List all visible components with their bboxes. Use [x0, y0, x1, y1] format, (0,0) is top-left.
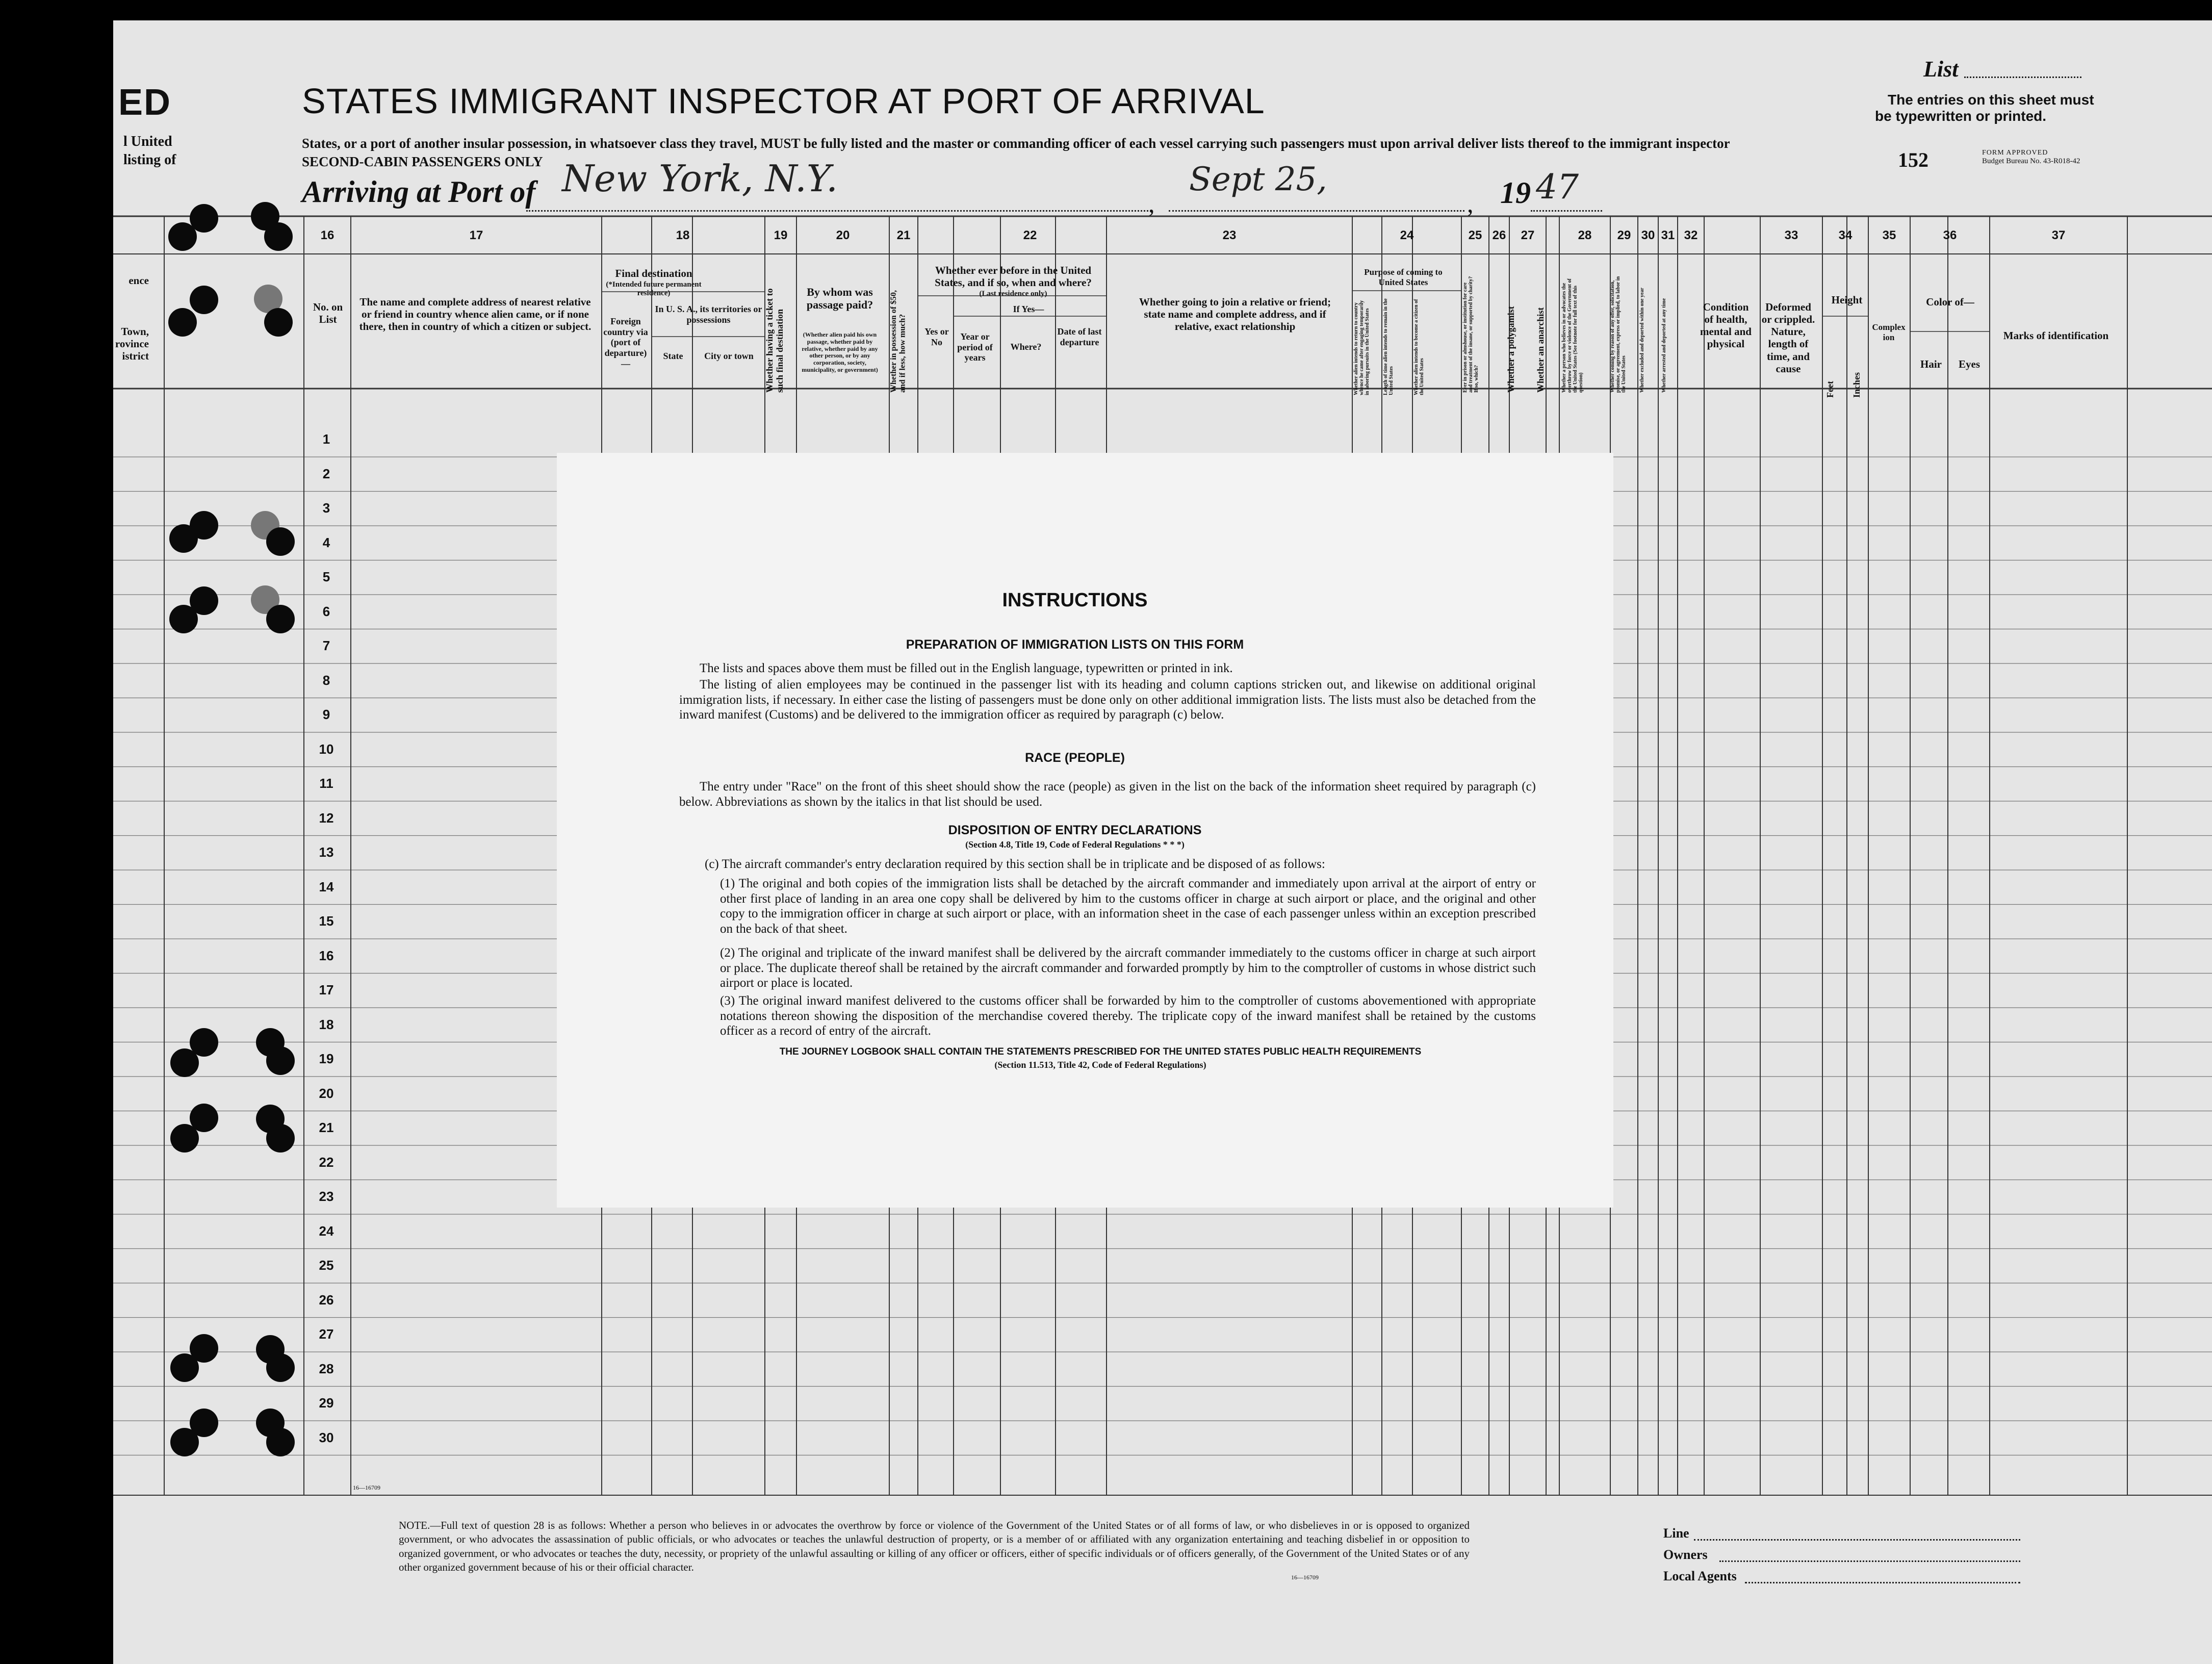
- column-number: 29: [1617, 228, 1631, 242]
- local-agents-label: Local Agents: [1663, 1569, 1737, 1583]
- subtitle-line-2: SECOND-CABIN PASSENGERS ONLY: [302, 154, 543, 169]
- port-handwritten: New York, N.Y.: [562, 157, 838, 200]
- col28-header: Whether a person who believes in or advocates the overthrow by force or violence of the Government of the United States (See footnote for full text of this question): [1561, 278, 1584, 393]
- punch-hole: [190, 286, 218, 314]
- punch-hole: [266, 1353, 295, 1382]
- left-edge-title: ED: [118, 82, 172, 123]
- owners-label: Owners: [1663, 1547, 1708, 1562]
- comma-mark: ,: [1148, 189, 1155, 218]
- budget-bureau-number: Budget Bureau No. 43-R018-42: [1982, 157, 2080, 165]
- col24-title: Purpose of coming to United States: [1364, 267, 1443, 287]
- column-number: 31: [1661, 228, 1675, 242]
- col27-header: Whether an anarchist: [1535, 307, 1546, 393]
- punch-hole: [266, 605, 295, 633]
- row-number: 25: [319, 1258, 334, 1273]
- column-number: 30: [1641, 228, 1655, 242]
- instructions-sheet: [557, 453, 1613, 1208]
- manifest-sheet: [113, 20, 2212, 1664]
- punch-hole: [264, 222, 293, 251]
- instructions-heading-preparation: PREPARATION OF IMMIGRATION LISTS ON THIS FORM: [906, 637, 1244, 652]
- punch-hole: [170, 1048, 199, 1077]
- line-label: Line: [1663, 1526, 1689, 1541]
- instructions-final: THE JOURNEY LOGBOOK SHALL CONTAIN THE STATEMENTS PRESCRIBED FOR THE UNITED STATES PUBLIC HEALTH REQUIREMENTS: [779, 1046, 1422, 1057]
- col19-header: Whether having a ticket to such final destination: [764, 288, 785, 393]
- row-number: 16: [319, 948, 334, 963]
- punch-hole: [169, 605, 198, 633]
- col24-b: Length of time alien intends to remain in the United States: [1383, 298, 1394, 395]
- row-number: 14: [319, 879, 334, 894]
- left-edge-text-2: listing of: [123, 152, 176, 168]
- column-number: 21: [896, 228, 911, 242]
- col25-header: Ever in prison or almshouse, or institution for care and treatment of the insane, or supported by charity? If so, which?: [1462, 276, 1479, 393]
- row-number: 7: [322, 638, 330, 653]
- date-handwritten: Sept 25,: [1189, 161, 1327, 198]
- col22-yes-no: Yes or No: [924, 326, 949, 347]
- row-number: 1: [322, 431, 330, 447]
- punch-hole: [266, 527, 295, 556]
- column-number: 16: [320, 228, 335, 242]
- col31-header: Whether arrested and deported at any time: [1661, 298, 1667, 393]
- col18-title: Final destination: [615, 267, 692, 279]
- column-number: 19: [774, 228, 788, 242]
- column-number: 25: [1468, 228, 1482, 242]
- punch-hole: [266, 1046, 295, 1075]
- row-number: 28: [319, 1361, 334, 1376]
- row-number: 8: [322, 672, 330, 688]
- row-number: 19: [319, 1051, 334, 1066]
- col22-note: (Last residence only): [979, 290, 1047, 298]
- col30-header: Whether excluded and deported within one year: [1639, 288, 1645, 393]
- instructions-item-2: (2) The original and triplicate of the inward manifest shall be delivered by the aircraft commander immediately to the customs officer in charge at such airport or place. The duplicate thereof shall be retained by the aircraft commander and forwarded promptly by him to the comptroller of customs in whose district such airport or place is located.: [720, 946, 1536, 990]
- column-number: 23: [1222, 228, 1237, 242]
- left-edge-text-1: l United: [123, 134, 172, 149]
- instructions-heading-race: RACE (PEOPLE): [1025, 751, 1125, 765]
- instructions-heading-disposition: DISPOSITION OF ENTRY DECLARATIONS: [948, 823, 1202, 837]
- footnote-question-28: NOTE.—Full text of question 28 is as follows: Whether a person who believes in or advocates the overthrow by force or violence of the Government of the United States or of all forms of law, or who disbelieves in or is opposed to organized government, or who advocates the assassination of public officials, or who advocates or teaches the unlawful destruction of property, or is a member of or affiliated with any organization entertaining and teaching disbelief in or opposition to organized government, or who advocates or teaches the duty, necessity, or propriety of the unlawful assaulting or killing of any officer or officers, either of specific individuals or of officers generally, of the Government of the United States or of any other organized government because of his or their official character.: [399, 1519, 1470, 1573]
- row-number: 23: [319, 1189, 334, 1204]
- arriving-at-port-label: Arriving at Port of: [302, 175, 536, 209]
- local-agents-field: [1745, 1582, 2020, 1583]
- row-number: 6: [322, 603, 330, 619]
- column-number: 35: [1882, 228, 1896, 242]
- col22-if-yes: If Yes—: [1013, 304, 1044, 314]
- col34-inches: Inches: [1851, 372, 1862, 398]
- entries-note-2: be typewritten or printed.: [1875, 108, 2047, 124]
- row-number: 5: [322, 569, 330, 584]
- column-number: 32: [1684, 228, 1698, 242]
- column-number: 33: [1784, 228, 1798, 242]
- col18-note: (*Intended future permanent residence): [606, 280, 702, 298]
- row-number: 12: [319, 810, 334, 826]
- col22-year: Year or period of years: [957, 331, 993, 363]
- instructions-final-sub: (Section 11.513, Title 42, Code of Federal Regulations): [994, 1060, 1206, 1070]
- row-number: 27: [319, 1326, 334, 1342]
- form-code-bottom: 16—16709: [1291, 1574, 1319, 1581]
- instructions-para-1: The lists and spaces above them must be filled out in the English language, typewritten or printed in ink.: [700, 661, 1233, 675]
- row-number: 17: [319, 982, 334, 997]
- page-title: STATES IMMIGRANT INSPECTOR AT PORT OF ARRIVAL: [302, 81, 1265, 121]
- col36-hair: Hair: [1920, 358, 1942, 370]
- line-field: [1694, 1539, 2020, 1541]
- row-number: 9: [322, 707, 330, 722]
- col37-header: Marks of identification: [2003, 329, 2109, 342]
- col32-header: Condition of health, mental and physical: [1700, 301, 1752, 350]
- punch-hole: [170, 1353, 199, 1382]
- column-number: 26: [1492, 228, 1506, 242]
- punch-hole: [266, 1124, 295, 1153]
- left-partial-header-4: istrict: [122, 350, 149, 362]
- form-code-top: 16—16709: [353, 1484, 380, 1491]
- column-number: 18: [676, 228, 690, 242]
- owners-field: [1719, 1560, 2020, 1562]
- col16-header: No. on List: [313, 301, 343, 326]
- punch-hole: [266, 1428, 295, 1456]
- col20-note: (Whether alien paid his own passage, whether paid by relative, whether paid by any other person, or by any corporation, society, municipality, or government): [802, 331, 878, 373]
- row-number: 4: [322, 534, 330, 550]
- year-prefix: 19: [1500, 176, 1531, 210]
- col29-header: Whether coming by reason of any offer, solicitation, promise, or agreement, express or implied, to labor in the United States: [1610, 276, 1627, 393]
- column-number: 36: [1943, 228, 1957, 242]
- punch-hole: [169, 524, 198, 553]
- col21-header: Whether in possession of $50, and if less, how much?: [889, 290, 907, 393]
- form-approved: FORM APPROVED: [1982, 149, 2048, 157]
- row-number: 2: [322, 466, 330, 481]
- row-number: 18: [319, 1016, 334, 1032]
- col22-where: Where?: [1010, 342, 1042, 352]
- punch-hole: [264, 308, 293, 337]
- punch-hole: [170, 1124, 199, 1153]
- col26-header: Whether a polygamist: [1506, 306, 1516, 393]
- list-label: List: [1923, 57, 1959, 82]
- comma-mark-2: ,: [1467, 189, 1474, 218]
- column-number: 20: [836, 228, 850, 242]
- row-number: 15: [319, 913, 334, 929]
- list-number: 152: [1898, 148, 1928, 171]
- column-number: 17: [469, 228, 483, 242]
- year-handwritten: 47: [1536, 167, 1579, 207]
- row-number: 22: [319, 1154, 334, 1170]
- row-number: 26: [319, 1292, 334, 1308]
- col23-header: Whether going to join a relative or friend; state name and complete address, and if relative, exact relationship: [1139, 296, 1331, 333]
- col24-a: Whether alien intends to return to country whence he came after engaging temporarily in laboring pursuits in the United States: [1353, 300, 1370, 395]
- instructions-para-race: The entry under "Race" on the front of this sheet should show the race (people) as given in the list on the back of the information sheet required by paragraph (c) below. Abbreviations as shown by the italics in that list should be used.: [679, 780, 1536, 809]
- punch-hole: [168, 308, 197, 337]
- row-number: 21: [319, 1120, 334, 1135]
- instructions-item-3: (3) The original inward manifest delivered to the customs officer shall be forwarded by him to the comptroller of customs abovementioned with appropriate notations thereon showing the disposition of the merchandise covered thereby. The triplicate copy of the inward manifest shall be retained by the customs officer as a record of entry of the aircraft.: [720, 994, 1536, 1038]
- col20-title: By whom was passage paid?: [806, 286, 873, 312]
- column-number: 22: [1023, 228, 1037, 242]
- col24-c: Whether alien intends to become a citizen of the United States: [1413, 299, 1425, 395]
- col34-feet: Feet: [1825, 381, 1835, 398]
- col22-title: Whether ever before in the United States, and if so, when and where?: [935, 264, 1092, 289]
- instructions-heading-disposition-sub: (Section 4.8, Title 19, Code of Federal Regulations * * *): [965, 839, 1185, 850]
- instructions-para-c: (c) The aircraft commander's entry declaration required by this section shall be in triplicate and be disposed of as follows:: [705, 857, 1325, 871]
- row-number: 30: [319, 1429, 334, 1445]
- punch-hole: [168, 222, 197, 251]
- entries-note-1: The entries on this sheet must: [1888, 92, 2094, 108]
- col18-foreign: Foreign country via (port of departure)—: [603, 316, 648, 369]
- row-number: 24: [319, 1223, 334, 1239]
- instructions-para-2: The listing of alien employees may be continued in the passenger list with its heading and column captions stricken out, and likewise on additional original immigration lists, if necessary. In either case the listing of passengers must be done only on other additional immigration lists. The lists must also be detached from the inward manifest (Customs) and be delivered to the immigration officer as required by paragraph (c) below.: [679, 678, 1536, 722]
- col33-header: Deformed or crippled. Nature, length of time, and cause: [1761, 301, 1815, 375]
- subtitle-line-1: States, or a port of another insular possession, in whatsoever class they travel, MUST be fully listed and the master or commanding officer of each vessel carrying such passengers must upon arrival deliver lists thereof to the immigrant inspector: [302, 136, 1730, 151]
- col18-state: State: [663, 351, 683, 361]
- col36-title: Color of—: [1926, 296, 1974, 308]
- instructions-title: INSTRUCTIONS: [1002, 590, 1148, 611]
- col17-header: The name and complete address of nearest relative or friend in country whence alien came, or if none there, then in country of which a citizen or subject.: [359, 296, 591, 333]
- col34-title: Height: [1831, 294, 1863, 306]
- col18-usa: In U. S. A., its territories or possessions: [655, 304, 762, 325]
- left-partial-header-2: Town,: [121, 325, 149, 338]
- row-number: 10: [319, 741, 334, 757]
- col35-header: Complexion: [1872, 322, 1906, 342]
- row-number: 3: [322, 500, 330, 516]
- row-number: 11: [319, 776, 333, 791]
- row-number: 20: [319, 1085, 334, 1101]
- punch-hole: [170, 1428, 199, 1456]
- col36-eyes: Eyes: [1959, 358, 1980, 370]
- left-partial-header-1: ence: [128, 274, 149, 287]
- col22-date: Date of last departure: [1057, 326, 1102, 347]
- row-number: 13: [319, 844, 334, 860]
- col18-city: City or town: [704, 351, 754, 361]
- instructions-item-1: (1) The original and both copies of the immigration lists shall be detached by the aircraft commander and immediately upon arrival at the airport of entry or other first place of landing in an area one copy shall be delivered by him to the customs officer in charge at such airport or place, and the original and other copy to the immigration officer in charge at such airport or place, with an information sheet in the case of each passenger unless within an exception prescribed on the back of that sheet.: [720, 877, 1536, 936]
- left-partial-header-3: rovince: [115, 338, 149, 350]
- column-number: 27: [1521, 228, 1535, 242]
- column-number: 28: [1578, 228, 1592, 242]
- column-number: 24: [1400, 228, 1414, 242]
- column-number: 34: [1838, 228, 1853, 242]
- row-number: 29: [319, 1395, 334, 1411]
- column-number: 37: [2051, 228, 2066, 242]
